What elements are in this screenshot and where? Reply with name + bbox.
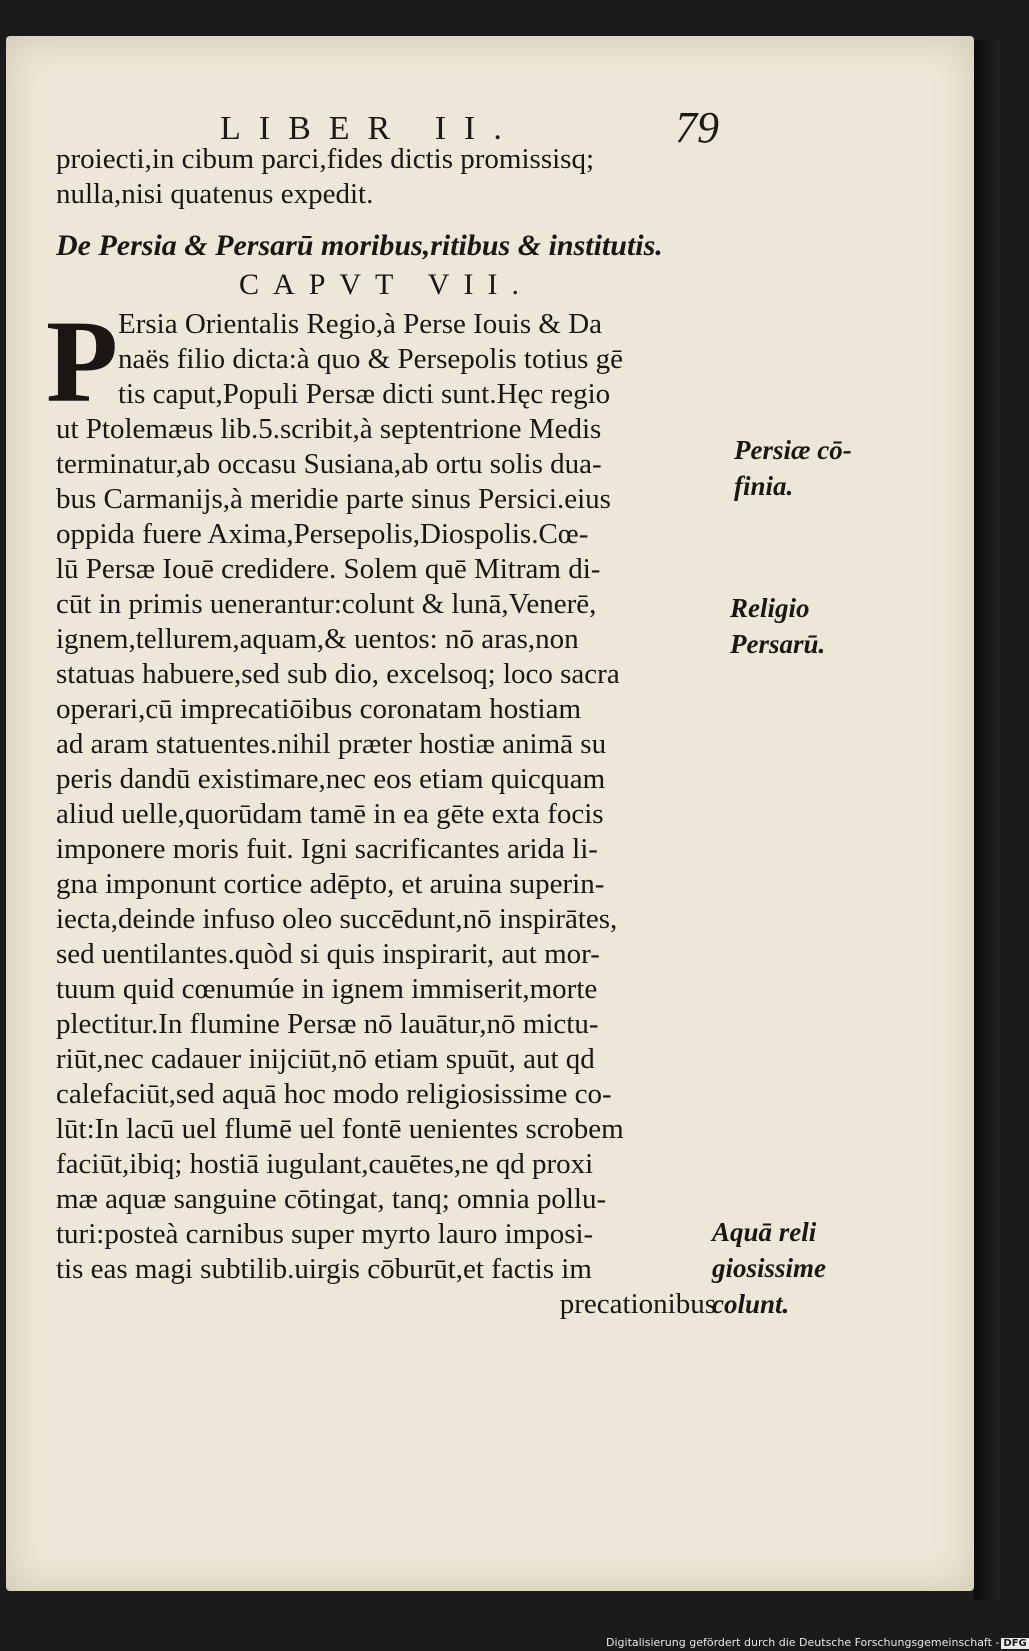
body-line: statuas habuere,sed sub dio, excelsoq; loco sacra xyxy=(56,658,620,690)
margin-note-line: Aquā reli xyxy=(712,1217,817,1247)
chapter-body xyxy=(46,296,716,1322)
body-line: naës filio dicta:à quo & Persepolis totius gē xyxy=(118,343,623,375)
margin-note-line: Religio xyxy=(730,593,810,623)
body-line: faciūt,ibiq; hostiā iugulant,cauētes,ne qd proxi xyxy=(56,1148,594,1180)
drop-capital: P xyxy=(46,296,119,427)
body-line: riūt,nec cadauer inijciūt,nō etiam spuūt, aut qd xyxy=(56,1043,595,1075)
margin-note-line: finia. xyxy=(734,471,794,501)
body-line: ignem,tellurem,aquam,& uentos: nō aras,non xyxy=(56,623,579,655)
body-line: tis caput,Populi Persæ dicti sunt.Hęc regio xyxy=(118,378,611,410)
body-line: bus Carmanijs,à meridie parte sinus Persici.eius xyxy=(56,483,611,515)
body-line: iecta,deinde infuso oleo succēdunt,nō inspirātes, xyxy=(56,903,618,935)
running-title: LIBER II. xyxy=(220,110,520,147)
margin-note-line: colunt. xyxy=(712,1289,790,1319)
margin-note-line: Persarū. xyxy=(730,629,826,659)
body-line: sed uentilantes.quòd si quis inspirarit, aut mor- xyxy=(56,938,600,970)
body-line: tis eas magi subtilib.uirgis cōburūt,et factis im xyxy=(56,1253,592,1285)
body-line: oppida fuere Axima,Persepolis,Diospolis.Cœ- xyxy=(56,518,589,550)
body-line: Ersia Orientalis Regio,à Perse Iouis & Da xyxy=(118,308,603,340)
body-line: mæ aquæ sanguine cōtingat, tanq; omnia pollu- xyxy=(56,1183,607,1215)
chapter-number: CAPVT VII. xyxy=(239,268,533,301)
body-line: aliud uelle,quorūdam tamē in ea gēte exta focis xyxy=(56,798,604,830)
body-line: turi:posteà carnibus super myrto lauro imposi- xyxy=(56,1218,594,1250)
intro-line: proiecti,in cibum parci,fides dictis promissisq; xyxy=(56,143,595,175)
main-text-block xyxy=(46,142,716,1322)
body-line: plectitur.In flumine Persæ nō lauātur,nō mictu- xyxy=(56,1008,599,1040)
folio-number: 79 xyxy=(675,103,719,152)
body-line: lūt:In lacū uel flumē uel fontē uenientes scrobem xyxy=(56,1113,624,1145)
catchword: precationibus xyxy=(559,1288,716,1320)
body-line: operari,cū imprecatiōibus coronatam hostiam xyxy=(56,693,582,725)
body-line: cūt in primis uenerantur:colunt & lunā,Venerē, xyxy=(56,588,597,620)
margin-note-religio xyxy=(730,590,825,662)
chapter-title: De Persia & Persarū moribus,ritibus & institutis. xyxy=(56,229,663,262)
body-line: terminatur,ab occasu Susiana,ab ortu solis dua- xyxy=(56,448,602,480)
digitization-credit xyxy=(606,1636,1029,1649)
margin-note-line: Persiæ cō- xyxy=(734,435,852,465)
body-line: peris dandū existimare,nec eos etiam quicquam xyxy=(56,763,606,795)
body-line: imponere moris fuit. Igni sacrificantes arida li- xyxy=(56,833,598,865)
margin-note-persia-fines xyxy=(734,432,852,504)
body-line: tuum quid cœnumúe in ignem immiserit,morte xyxy=(56,973,598,1005)
credit-text: Digitalisierung gefördert durch die Deutsche Forschungsgemeinschaft - xyxy=(606,1636,1000,1649)
dfg-logo: DFG xyxy=(1003,1638,1027,1649)
body-line: ad aram statuentes.nihil præter hostiæ animā su xyxy=(56,728,607,760)
margin-note-aqua xyxy=(712,1214,826,1322)
page-edge-shadow xyxy=(974,40,1000,1600)
body-line: ut Ptolemæus lib.5.scribit,à septentrione Medis xyxy=(56,413,602,445)
intro-line: nulla,nisi quatenus expedit. xyxy=(56,178,374,210)
margin-note-line: giosissime xyxy=(712,1253,827,1283)
body-line: calefaciūt,sed aquā hoc modo religiosissime co- xyxy=(56,1078,612,1110)
body-line: lū Persæ Iouē credidere. Solem quē Mitram di- xyxy=(56,553,601,585)
body-line: gna imponunt cortice adēpto, et aruina superin- xyxy=(56,868,605,900)
